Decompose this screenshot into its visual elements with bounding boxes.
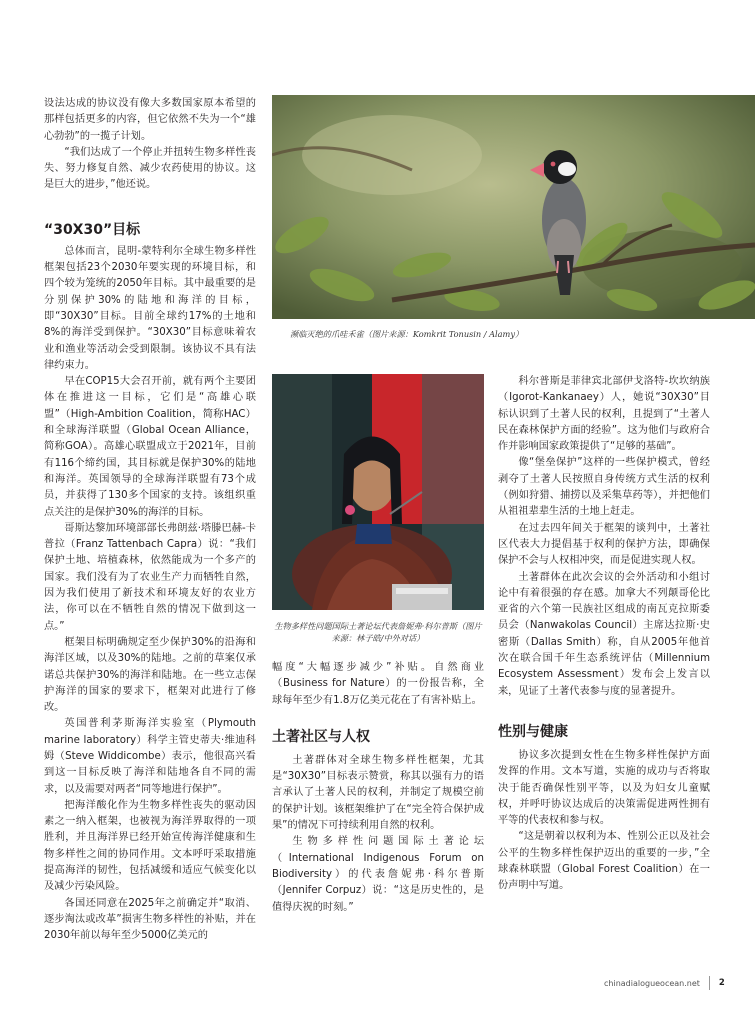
paragraph: 哥斯达黎加环境部部长弗朗兹·塔滕巴赫-卡普拉（Franz Tattenbach Capra）说：“我们保护土地、培植森林，依然能成为一个多产的国家。我们没有为了农业生产力而牺牲自然，因为我们使用了新技术和环境友好的农业方法，你可以在不牺牲自然的情况下做到这一点。” xyxy=(44,522,256,632)
java-sparrow-photo xyxy=(272,95,755,319)
paragraph: 早在COP15大会召开前，就有两个主要团体在推进这一目标，它们是“高雄心联盟”（High-Ambition Coalition，简称HAC）和全球海洋联盟（Global Ocean Alliance，简称GOA）。高雄心联盟成立于2021年，目前有116个缔约国，其目标就是保护30%的陆地和海洋。英国领导的全球海洋联盟有73个成员，并获得了130多个国家的支持。该组织重点关注的是保护30%的海洋的目标。 xyxy=(44,376,256,518)
paragraph: 协议多次提到女性在生物多样性保护方面发挥的作用。文本写道，实施的成功与否将取决于能否确保性别平等，以及为妇女儿童赋权，并呼吁协议达成后的决策需促进两性拥有平等的代表权和参与权。 xyxy=(498,749,710,827)
paragraph: 生物多样性问题国际土著论坛（International Indigenous Forum on Biodiversity）的代表詹妮弗·科尔普斯（Jennifer Corpuz）说：“这是历史性的，是值得庆祝的时刻。” xyxy=(272,836,484,913)
paragraph: 设法达成的协议没有像大多数国家原本希望的那样包括更多的内容，但它依然不失为一个“雄心勃勃”的一揽子计划。 xyxy=(44,98,256,142)
paragraph: 科尔普斯是菲律宾北部伊戈洛特-坎坎纳族（Igorot-Kankanaey）人，她说“30X30”目标认识到了土著人民的权利，且提到了“土著人民在森林保护方面的经验”。这为他们与政府合作并影响国家政策提供了“足够的基础”。 xyxy=(498,376,710,453)
section-heading-gender-health: 性别与健康 xyxy=(498,723,568,740)
footer-divider xyxy=(709,976,710,990)
speaker-photo-caption: 生物多样性问题国际土著论坛代表詹妮弗·科尔普斯（图片来源：林子皓/中外对话） xyxy=(274,621,482,643)
paragraph: 把海洋酸化作为生物多样性丧失的驱动因素之一纳入框架，也被视为海洋界取得的一项胜利，并且海洋界已经开始宣传海洋健康和生物多样性之间的协同作用。文本呼吁采取措施提高海洋的韧性，包括减缓和适应气候变化以及减少污染风险。 xyxy=(44,799,256,893)
paragraph: “我们达成了一个停止并扭转生物多样性丧失、努力修复自然、减少农药使用的协议。这是巨大的进步，”他还说。 xyxy=(44,146,256,191)
paragraph: 幅度“大幅逐步减少”补贴。自然商业（Business for Nature）的一份报告称，全球每年至少有1.8万亿美元花在了有害补贴上。 xyxy=(272,662,484,706)
page-number: 2 xyxy=(718,978,725,988)
paragraph: 土著群体对全球生物多样性框架，尤其是“30X30”目标表示赞赏，称其以强有力的语言承认了土著人民的权利，并制定了规模空前的保护计划。该框架维护了在“完全符合保护成果”的情况下可持续利用自然的权利。 xyxy=(272,754,484,832)
paragraph: 英国普利茅斯海洋实验室（Plymouth marine laboratory）科学主管史蒂夫·维迪科姆（Steve Widdicombe）表示，他很高兴看到这一目标反映了海洋和陆地各自不同的需求，以及需要对两者“同等地进行保护”。 xyxy=(44,718,256,795)
bird-photo-caption: 濒临灭绝的爪哇禾雀（图片来源：Komkrit Tonusin / Alamy） xyxy=(290,329,524,339)
section-heading-30x30: “30X30”目标 xyxy=(44,221,141,238)
paragraph: “这是朝着以权利为本、性别公正以及社会公平的生物多样性保护迈出的重要的一步，”全球森林联盟（Global Forest Coalition）在一份声明中写道。 xyxy=(498,831,710,892)
speaker-photo xyxy=(272,374,484,610)
section-heading-indigenous-rights: 土著社区与人权 xyxy=(272,728,370,745)
paragraph: 土著群体在此次会议的会外活动和小组讨论中有着很强的存在感。加拿大不列颠哥伦比亚省的六个第一民族社区组成的南瓦克拉斯委员会（Nanwakolas Council）主席达拉斯·史密斯（Dallas Smith）称，自从2005年他首次在联合国千年生态系统评估（Millennium Ecosystem Assessment）发布会上发言以来，见证了土著代表参与度的显著提升。 xyxy=(498,571,710,697)
speaker-illustration xyxy=(272,374,484,610)
java-sparrow-illustration xyxy=(272,95,755,319)
left-text-column xyxy=(44,96,256,945)
paragraph: 总体而言，昆明-蒙特利尔全球生物多样性框架包括23个2030年要实现的环境目标，和四个较为笼统的2050年目标。其中最重要的是分别保护30%的陆地和海洋的目标，即“30X30”目标。目前全球约17%的土地和8%的海洋受到保护。“30X30”目标意味着农业和渔业等活动会受到限制。该协议不具有法律约束力。 xyxy=(44,245,256,371)
middle-text-column xyxy=(272,660,484,916)
paragraph: 在过去四年间关于框架的谈判中，土著社区代表大力提倡基于权利的保护方法，即确保保护不会与人权相冲突，而是促进实现人权。 xyxy=(498,522,710,567)
paragraph: 框架目标明确规定至少保护30%的沿海和海洋区域，以及30%的陆地。之前的草案仅承诺总共保护30%的海洋和陆地。在一些立志保护海洋的国家的要求下，框架对此进行了修改。 xyxy=(44,636,256,714)
page-footer xyxy=(604,975,725,991)
right-text-column xyxy=(498,374,710,895)
paragraph: 像“堡垒保护”这样的一些保护模式，曾经剥夺了土著人民按照自身传统方式生活的权利（例如狩猎、捕捞以及采集草药等），并把他们从祖祖辈辈生活的土地上赶走。 xyxy=(498,457,710,518)
paragraph: 各国还同意在2025年之前确定并“取消、逐步淘汰或改革”损害生物多样性的补贴，并在2030年前以每年至少5000亿美元的 xyxy=(44,897,256,942)
footer-site: chinadialogueocean.net xyxy=(604,978,700,988)
